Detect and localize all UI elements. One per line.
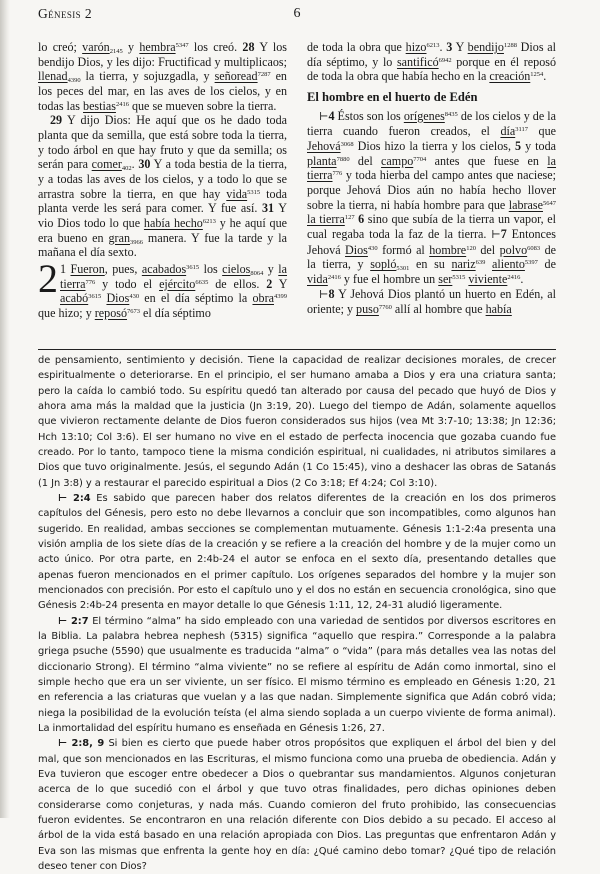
study-note: ⊢ 2:4 Es sabido que parecen haber dos relatos diferentes de la creación en los dos primeros capítulos del Génesis, pero esto no debe llevarnos a concluir que son incompatibles, como algunos han sugerido. En realidad, ambas secciones se complementan mutuamente. Génesis 1:1-2:4a presenta una visión amplia de los siete días de la creación y se refiere a la creación del hombre y de la mujer como un acto único. Por otra parte, en 2:4b-24 el autor se enfoca en el sexto día, presentando detalles que apenas fueron mencionados en el primer capítulo. Los orígenes separados del hombre y la mujer son mencionados con precisión. Por esto el capítulo uno y el dos no están en secuencia cronológica, sino que Génesis 2:4b-24 presenta en mayor detalle lo que Génesis 1:11, 12, 24-31 aludió ligeramente. — [38, 492, 556, 612]
chapter-number: 2 — [38, 255, 58, 301]
strongs-word: polvo — [499, 242, 528, 257]
note-reference: ⊢ 2:4 — [58, 492, 91, 504]
verse-number: 29 — [50, 113, 63, 128]
verse-number: 6 — [358, 212, 365, 227]
scripture-columns — [38, 40, 556, 350]
strongs-word: ejército — [159, 276, 196, 291]
strongs-word: orígenes — [403, 108, 445, 123]
verse-number: 30 — [138, 157, 151, 172]
strongs-word: Dios — [345, 242, 368, 257]
strongs-word: Jehová — [307, 138, 341, 153]
strongs-word: señoread — [214, 69, 258, 84]
verse-number: 3 — [446, 40, 453, 54]
strongs-word: labrase — [508, 197, 543, 212]
strongs-word: Dios — [106, 291, 130, 306]
strongs-word: sopló — [370, 257, 397, 272]
strongs-word: había — [485, 302, 512, 317]
strongs-word: comer — [91, 157, 122, 172]
verse-number: 28 — [242, 40, 255, 54]
verse-number: 7 — [500, 226, 507, 241]
strongs-word: hombre — [429, 242, 467, 257]
verse-paragraph: de toda la obra que hizo$^{6213}$. 3 Y bendijo$^{1288}$ Dios al día séptimo, y lo santificó$^{6942}$ porque en él reposó de toda la obra que había hecho en la creación$^{1254}$. — [307, 40, 557, 84]
strongs-word: la tierra — [60, 261, 287, 291]
strongs-word: ser — [438, 271, 453, 286]
study-note: ⊢ 2:7 El término “alma” ha sido empleado con una variedad de sentidos por diversos escritores en la Biblia. La palabra hebrea nephesh (5315) significa “aquello que respira.” Corresponde a la palabra griega psuche (5590) que usualmente es traducida “alma” o “vida” (para más detalles vea las notas del diccionario Strong). El término “alma viviente” no se refiere al espíritu de Adán como inmortal, sino el simple hecho que era un ser viviente, un ser físico. El mismo término es empleado en Génesis 1:20, 21 en referencia a las criaturas que vuelan y a las que nadan. Simplemente significa que Adán cobró vida; niega la posibilidad de la evolución teísta (el alma siendo soplada a un cuerpo viviente de forma animal). La inmortalidad del espíritu humano es enseñada en Génesis 1:26, 27. — [38, 615, 557, 734]
strongs-word: viviente — [468, 271, 508, 286]
note-marker-icon: ⊢ — [491, 228, 501, 241]
verse-paragraph: ⊢4 Éstos son los orígenes$^{8435}$ de los cielos y de la tierra cuando fueron creados, el día$^{3117}$ que Jehová$^{3068}$ Dios hizo la tierra y los cielos, 5 y toda planta$^{7880}$ del campo$^{7704}$ antes que fuese en la tierra$^{776}$ y toda hierba del campo antes que naciese; porque Jehová Dios aún no había hecho llover sobre la tierra, ni había hombre para que labrase$^{5647}$ la tierra$^{127}$ 6 sino que subía de la tierra un vapor, el cual regaba toda la faz de la tierra. ⊢7 Entonces Jehová Dios$^{430}$ formó al hombre$^{120}$ del polvo$^{6083}$ de la tierra, y sopló$_{5301}$ en su nariz$^{639}$ aliento$^{5397}$ de vida$^{2416}$ y fue el hombre un ser$^{5315}$ viviente$^{2416}$. — [307, 108, 557, 286]
strongs-word: vida — [307, 271, 328, 286]
page-gutter-shadow — [0, 0, 10, 818]
strongs-word: acabó — [60, 291, 89, 306]
chapter-start-paragraph: 2 1 Fueron, pues, acabados$^{3615}$ los cielos$_{8064}$ y la tierra$^{776}$ y todo el ejército$^{6635}$ de ellos. 2 Y acabó$^{3615}$ Dios$^{430}$ en el día séptimo la obra$^{4399}$ que hizo; y reposó$^{7673}$ el día séptimo — [38, 255, 288, 320]
section-heading: El hombre en el huerto de Edén — [307, 89, 478, 104]
strongs-word: hembra — [139, 40, 176, 54]
strongs-word: santificó — [396, 54, 439, 69]
verse-paragraph: ⊢8 Y Jehová Dios plantó un huerto en Edén, al oriente; y puso$^{7760}$ allí al hombre que había — [307, 286, 556, 317]
footnote-divider — [38, 349, 556, 350]
note-reference: ⊢ 2:8, 9 — [58, 738, 105, 750]
verse-number: 31 — [262, 201, 275, 216]
strongs-word: cielos — [222, 261, 251, 276]
verse-number: 8 — [328, 286, 335, 301]
strongs-word: la tierra — [307, 212, 345, 227]
verse-number: 2 — [266, 276, 273, 291]
strongs-word: había hecho — [143, 215, 203, 230]
strongs-word: acabados — [141, 261, 187, 276]
verse-number: 4 — [328, 108, 335, 123]
strongs-word: hizo — [405, 40, 427, 54]
strongs-word: puso — [356, 302, 379, 317]
strongs-word: reposó — [94, 305, 128, 320]
strongs-word: campo — [381, 153, 414, 168]
study-note: ⊢ 2:8, 9 Si bien es cierto que puede haber otros propósitos que expliquen el árbol del bien y del mal, que son mencionados en las Escrituras, el mismo funciona como una prueba de obediencia. Adán y Eva tuvieron que escoger entre obedecer a Dios o quebrantar sus mandamientos. Algunos conjeturan acerca de lo que sucedió con el árbol y que tuvo otras finalidades, pero dichas opiniones deben considerarse como conjeturas, y nada más. Cuando comieron del fruto prohibido, las consecuencias fueron evidentes. Se encontraron en una relación diferente con Dios debido a su pecado. El acceso al árbol de la vida está basado en una relación apropiada con Dios. Las preguntas que enfrentaron Adán y Eva son las mismas que enfrenta la gente hoy en día: ¿Qué camino debo tomar? ¿Qué tipo de relación deseo tener con Dios? — [38, 738, 556, 872]
verse-paragraph: 29 Y dijo Dios: He aquí que os he dado toda planta que da semilla, que está sobre toda la tierra, y todo árbol en que hay fruto y que da semilla; os serán para comer$_{402}$. 30 Y a toda bestia de la tierra, y a todas las aves de los cielos, y a todo lo que se arrastra sobre la tierra, en que hay vida$^{5315}$ toda planta verde les será para comer. Y fue así. 31 Y vio Dios todo lo que había hecho$^{6213}$ y he aquí que era bueno en gran$_{3966}$ manera. Y fue la tarde y la mañana el día sexto. — [38, 113, 288, 260]
strongs-word: gran — [108, 230, 130, 245]
strongs-word: bendijo — [467, 40, 504, 54]
book-chapter-title: Génesis 2 — [38, 6, 92, 21]
strongs-word: planta — [307, 153, 337, 168]
strongs-word: llenad — [38, 69, 68, 84]
strongs-word: aliento — [492, 257, 525, 272]
running-header — [38, 6, 556, 24]
study-notes — [38, 353, 556, 874]
left-column — [38, 40, 287, 320]
strongs-word: nariz — [451, 257, 476, 272]
strongs-word: Fueron — [70, 261, 105, 276]
note-reference: ⊢ 2:7 — [58, 615, 89, 627]
strongs-word: la tierra — [307, 153, 557, 183]
strongs-word: obra — [252, 291, 274, 306]
strongs-word: vida — [226, 186, 248, 201]
verse-number: 5 — [515, 138, 522, 153]
verse-paragraph: lo creó; varón$_{2145}$ y hembra$^{5347}$ los creó. 28 Y los bendijo Dios, y les dijo: Fructificad y multiplicaos; llenad$_{4390}$ la tierra, y sojuzgadla, y señoread$^{7287}$ en los peces del mar, en las aves de los cielos, y en todas las bestias$^{2416}$ que se mueven sobre la tierra. — [38, 40, 288, 113]
note-marker-icon: ⊢ — [319, 288, 329, 301]
strongs-word: día — [500, 124, 516, 139]
strongs-word: creación — [489, 69, 531, 84]
strongs-word: bestias — [83, 98, 116, 113]
right-column — [307, 40, 556, 317]
page-number: 6 — [293, 6, 301, 21]
note-marker-icon: ⊢ — [319, 110, 329, 123]
study-note: de pensamiento, sentimiento y decisión. Tiene la capacidad de realizar decisiones morales, de crecer espiritualmente o deteriorarse. En el principio, el ser humano amaba a Dios y era una criatura santa; pero la caída lo cambió todo. Su espíritu quedó tan alterado por causa del pecado que huyó de Dios y ahora ama más la maldad que la justicia (Jn 3:19, 20). Luego del tiempo de Adán, solamente aquellos que vivieron rectamente delante de Dios fueron considerados sus hijos (vea Mt 3:7-10; 13:38; Jn 12:36; Hch 13:10; Col 3:6). El ser humano no vive en el estado de perfecta inocencia que gozaba cuando fue creado. Por lo tanto, tampoco tiene la misma condición espiritual, ni cualidades, ni atributos similares a Dios que tuvo originalmente. Jesús, el segundo Adán (1 Co 15:45), vino a deshacer las obras de Satanás (1 Jn 3:8) y a restaurar el parecido espiritual a Dios (2 Co 3:18; Ef 4:24; Col 3:10). — [38, 355, 556, 489]
strongs-word: varón — [82, 40, 110, 54]
